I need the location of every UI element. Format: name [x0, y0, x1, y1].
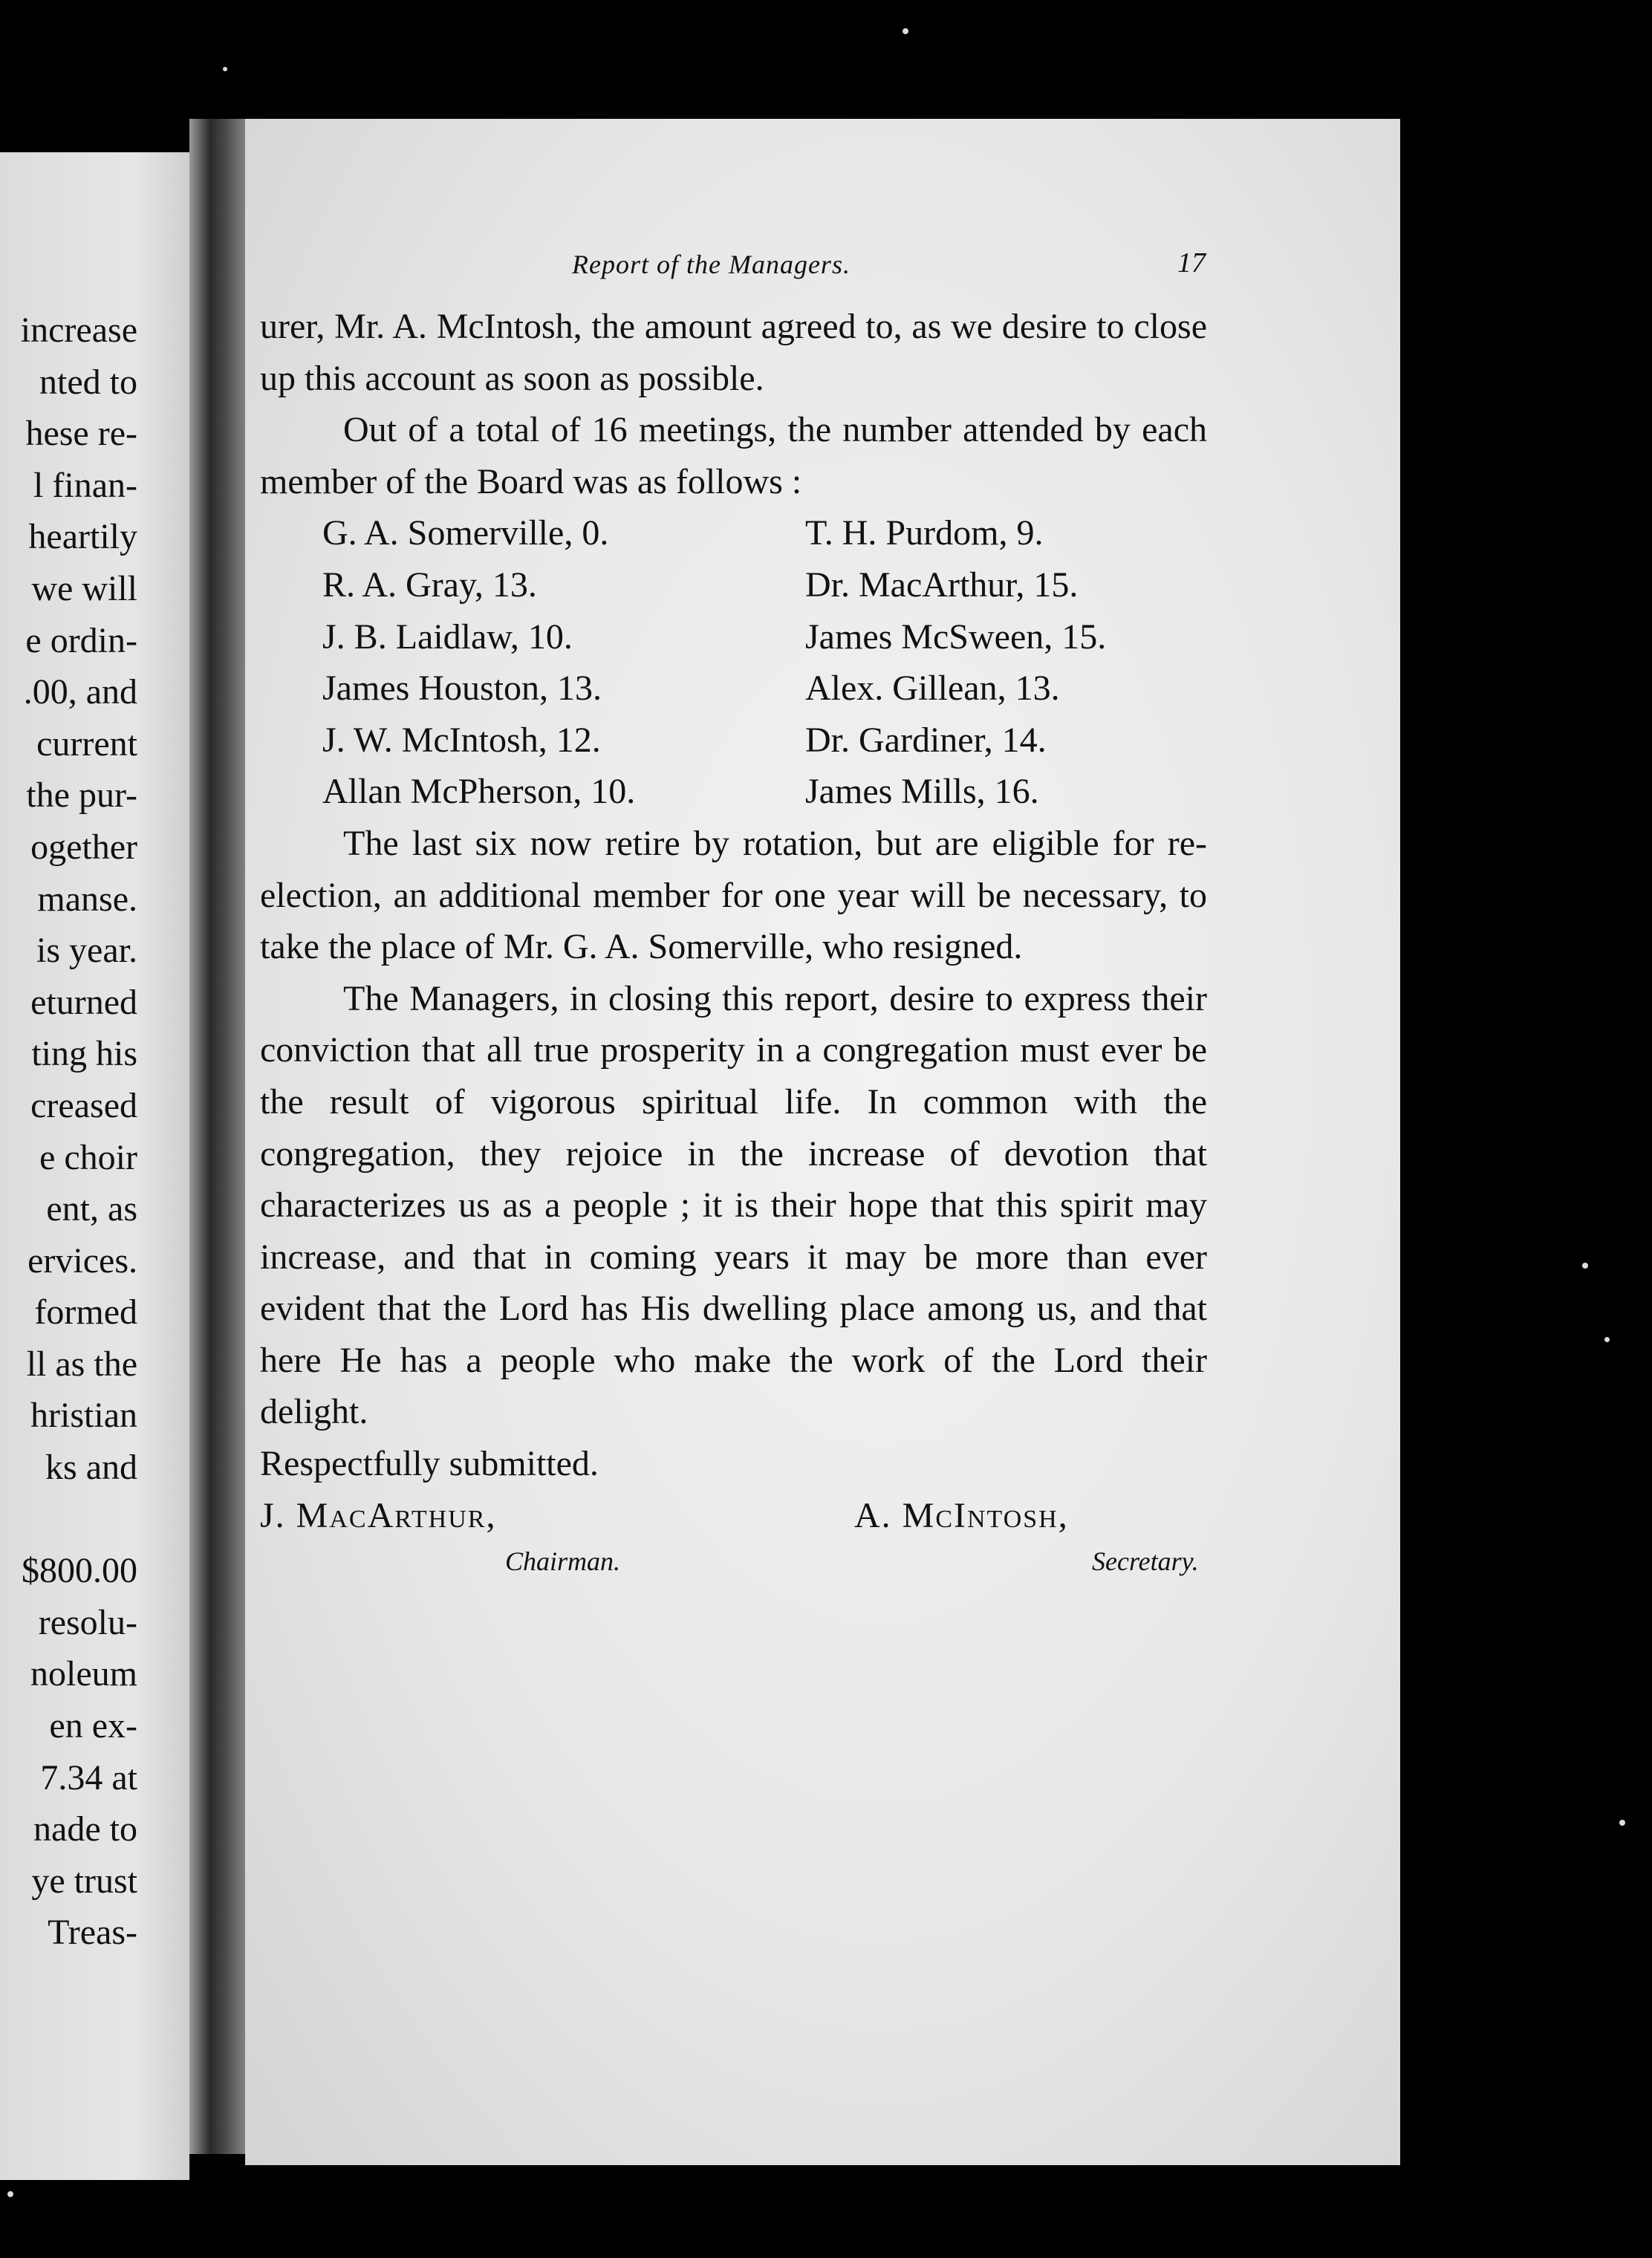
secretary-name: A. McIntosh, — [854, 1495, 1069, 1535]
attendance-list — [322, 507, 1207, 818]
attendance-entry: James McSween, 15. — [805, 616, 1107, 657]
left-line: increase — [20, 310, 137, 350]
left-line: manse. — [37, 879, 137, 919]
left-line: ting his — [31, 1034, 137, 1074]
attendance-entry: J. B. Laidlaw, 10. — [322, 616, 573, 657]
left-line: nted to — [39, 362, 137, 402]
attendance-entry: Allan McPherson, 10. — [322, 772, 636, 812]
attendance-entry: J. W. McIntosh, 12. — [322, 720, 601, 760]
left-blank-line — [21, 1494, 137, 1546]
scan-speck — [223, 67, 227, 71]
left-line: heartily — [28, 517, 137, 557]
previous-page-fragment — [0, 152, 189, 2180]
paragraph-continued: urer, Mr. A. McIntosh, the amount agreed to, as we desire to close up this account as soon as possible. — [260, 307, 1207, 398]
previous-page-text — [21, 305, 137, 1959]
scan-speck — [1582, 1263, 1588, 1269]
left-line: is year. — [36, 931, 137, 971]
attendance-entry: Dr. Gardiner, 14. — [805, 720, 1047, 760]
chairman-name: J. MacArthur, — [260, 1495, 497, 1535]
left-line: hristian — [30, 1396, 137, 1436]
left-line: ye trust — [31, 1861, 137, 1901]
left-line: ll as the — [26, 1344, 137, 1384]
left-line: ent, as — [46, 1189, 137, 1229]
page-content — [245, 119, 1400, 2165]
scan-speck — [1619, 1820, 1625, 1826]
closing-line: Respectfully submitted. — [260, 1444, 599, 1484]
left-line: creased — [30, 1085, 137, 1125]
left-line: the pur- — [26, 775, 137, 816]
secretary-title: Secretary. — [1092, 1546, 1199, 1576]
book-spine-gutter — [189, 119, 249, 2154]
left-line: current — [36, 723, 137, 764]
left-line: formed — [34, 1292, 137, 1333]
paragraph-rotation: The last six now retire by rotation, but are eligible for re-election, an additional member for one year will be necessary, to take the place of Mr. G. A. Somerville, who resigned. — [260, 823, 1207, 967]
attendance-entry: James Mills, 16. — [805, 772, 1039, 812]
paragraph-attendance-intro: Out of a total of 16 meetings, the number attended by each member of the Board was as follows : — [260, 410, 1207, 501]
current-page — [245, 119, 1400, 2165]
left-line: e ordin- — [25, 620, 137, 660]
report-body — [260, 301, 1207, 1594]
paragraph-closing-remarks: The Managers, in closing this report, desire to express their conviction that all true prosperity in a congregation must ever be the result of vigorous spiritual life. In common with the congregation, they rejoice in the increase of devotion that characterizes us as a people ; it is their hope that this spirit may increase, and that in coming years it may be more than ever evident that the Lord has His dwelling place among us, and that here He has a people who make the work of the Lord their delight. — [260, 978, 1207, 1432]
left-line: ogether — [30, 827, 137, 867]
attendance-entry: R. A. Gray, 13. — [322, 564, 537, 605]
scan-speck — [7, 2191, 13, 2197]
left-line: $800.00 — [22, 1551, 137, 1591]
signature-block — [260, 1490, 1207, 1594]
attendance-entry: G. A. Somerville, 0. — [322, 513, 609, 553]
left-line: nade to — [33, 1809, 137, 1849]
left-line: we will — [31, 568, 137, 608]
left-line: eturned — [30, 982, 137, 1022]
scan-speck — [903, 28, 908, 34]
attendance-entry: Alex. Gillean, 13. — [805, 668, 1060, 709]
left-line: en ex- — [49, 1706, 137, 1746]
scan-speck — [1604, 1337, 1610, 1342]
left-line: 7.34 at — [40, 1757, 137, 1797]
left-line: noleum — [30, 1654, 137, 1694]
left-line: .00, and — [23, 672, 137, 712]
left-line: Treas- — [48, 1913, 137, 1953]
running-head: Report of the Managers. — [572, 250, 851, 279]
page-number: 17 — [1177, 247, 1206, 279]
left-line: resolu- — [38, 1602, 137, 1642]
left-line: l finan- — [33, 465, 137, 505]
left-line: ervices. — [27, 1240, 137, 1281]
attendance-entry: James Houston, 13. — [322, 668, 602, 709]
attendance-entry: Dr. MacArthur, 15. — [805, 564, 1079, 605]
left-line: ks and — [45, 1448, 137, 1488]
attendance-entry: T. H. Purdom, 9. — [805, 513, 1044, 553]
left-line: e choir — [39, 1137, 137, 1177]
left-line: hese re- — [25, 414, 137, 454]
chairman-title: Chairman. — [505, 1546, 621, 1576]
